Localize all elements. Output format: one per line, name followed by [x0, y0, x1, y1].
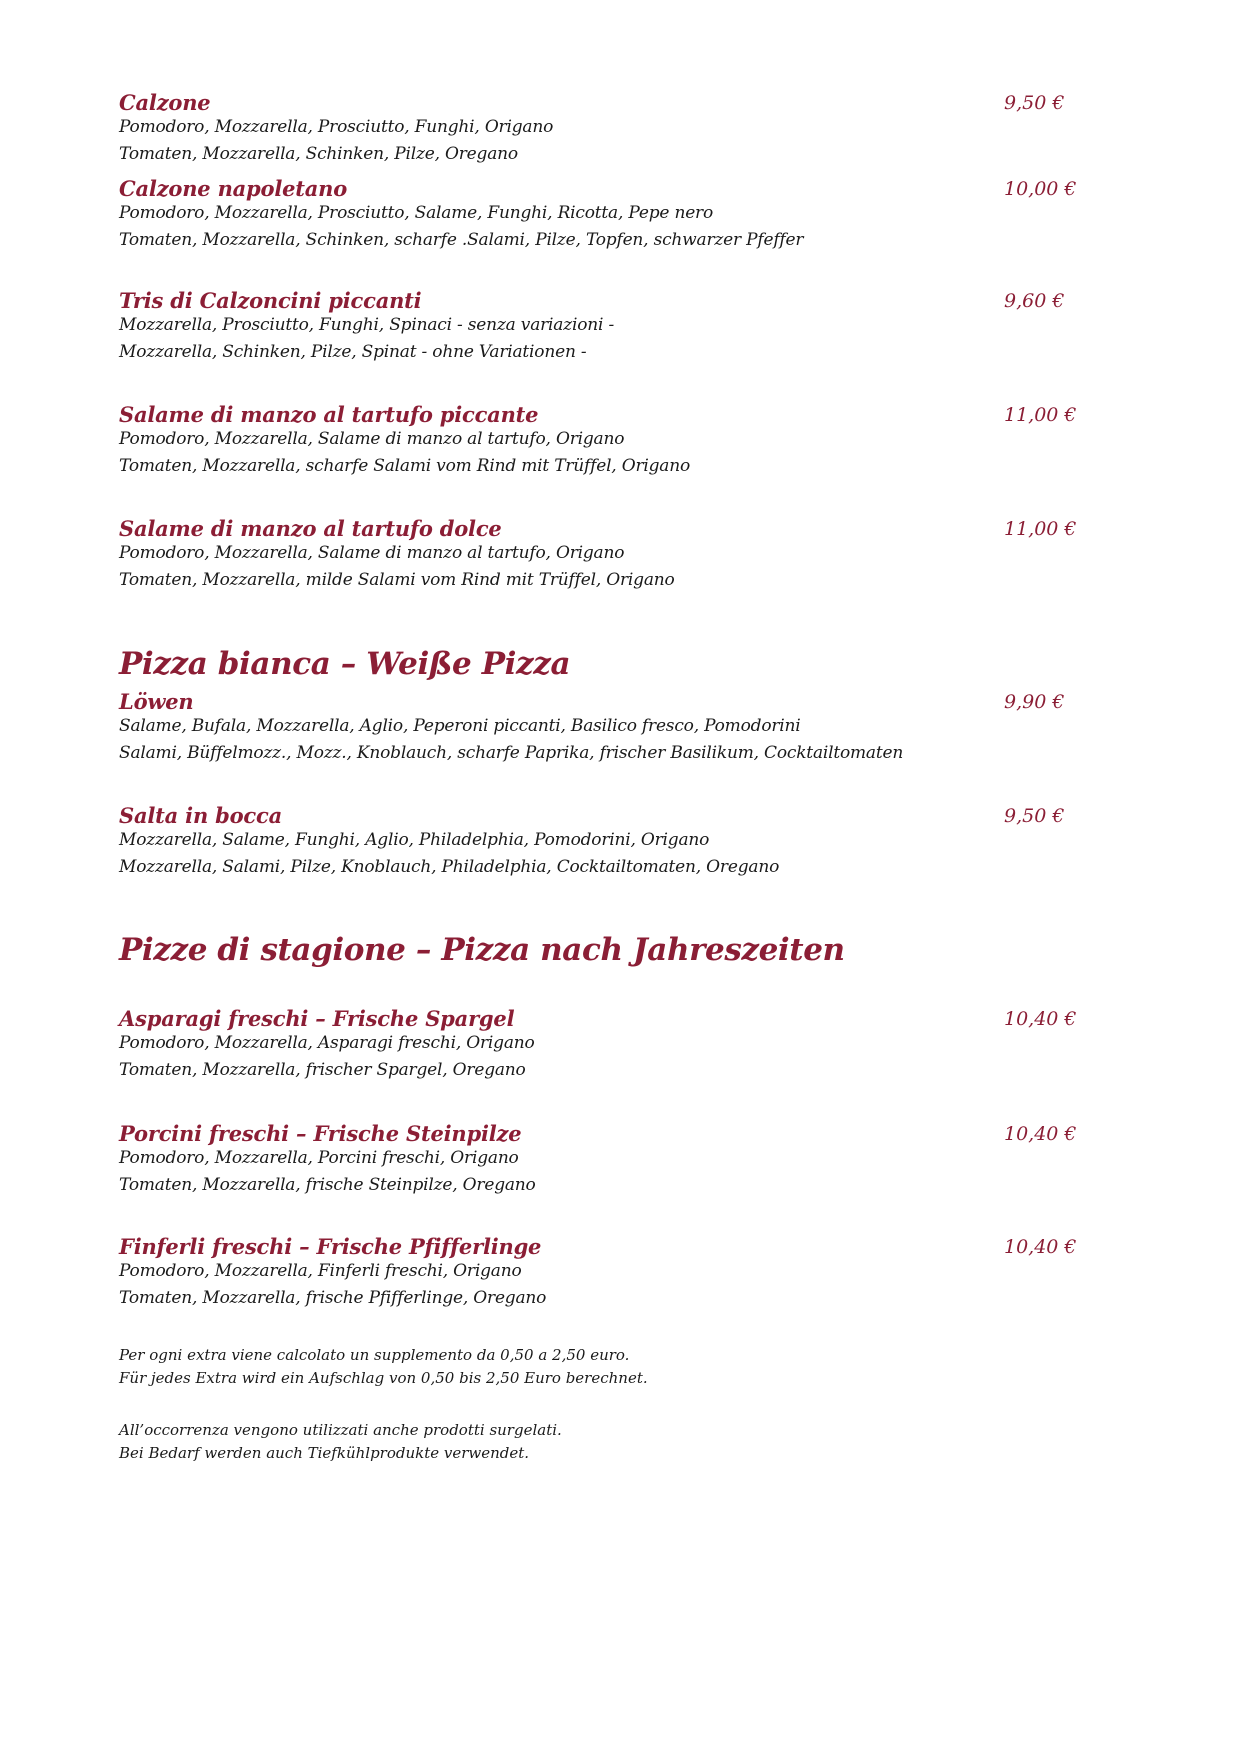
item-ingredients-de: Tomaten, Mozzarella, scharfe Salami vom Rind mit Trüffel, Origano: [119, 456, 691, 476]
item-ingredients-de: Tomaten, Mozzarella, Schinken, Pilze, Oregano: [119, 144, 518, 164]
note-frozen-products-it: All’occorrenza vengono utilizzati anche prodotti surgelati.: [119, 1421, 562, 1439]
item-ingredients-de: Tomaten, Mozzarella, frischer Spargel, Oregano: [119, 1060, 526, 1080]
note-extra-surcharge-de: Für jedes Extra wird ein Aufschlag von 0,50 bis 2,50 Euro berechnet.: [119, 1369, 648, 1387]
note-frozen-products-de: Bei Bedarf werden auch Tiefkühlprodukte verwendet.: [119, 1444, 530, 1462]
item-ingredients-de: Mozzarella, Salami, Pilze, Knoblauch, Philadelphia, Cocktailtomaten, Oregano: [119, 857, 780, 877]
item-name: Löwen: [119, 689, 194, 714]
item-ingredients-it: Pomodoro, Mozzarella, Finferli freschi, Origano: [119, 1261, 522, 1281]
item-price: 10,40 €: [1004, 1008, 1077, 1030]
item-ingredients-it: Mozzarella, Salame, Funghi, Aglio, Philadelphia, Pomodorini, Origano: [119, 830, 710, 850]
item-price: 9,50 €: [1004, 92, 1065, 114]
item-ingredients-de: Tomaten, Mozzarella, Schinken, scharfe .Salami, Pilze, Topfen, schwarzer Pfeffer: [119, 230, 804, 250]
item-name: Asparagi freschi – Frische Spargel: [119, 1006, 515, 1031]
item-ingredients-it: Pomodoro, Mozzarella, Porcini freschi, Origano: [119, 1148, 519, 1168]
item-price: 9,60 €: [1004, 290, 1065, 312]
item-name: Salame di manzo al tartufo dolce: [119, 516, 502, 541]
item-name: Salta in bocca: [119, 803, 282, 828]
item-ingredients-de: Tomaten, Mozzarella, frische Pfifferlinge, Oregano: [119, 1288, 547, 1308]
item-name: Finferli freschi – Frische Pfifferlinge: [119, 1234, 542, 1259]
item-price: 11,00 €: [1004, 404, 1077, 426]
item-price: 10,00 €: [1004, 178, 1077, 200]
item-name: Calzone napoletano: [119, 176, 348, 201]
item-name: Tris di Calzoncini piccanti: [119, 288, 422, 313]
item-ingredients-it: Pomodoro, Mozzarella, Prosciutto, Funghi, Origano: [119, 117, 554, 137]
item-ingredients-de: Tomaten, Mozzarella, milde Salami vom Rind mit Trüffel, Origano: [119, 570, 675, 590]
item-price: 9,50 €: [1004, 805, 1065, 827]
item-ingredients-it: Mozzarella, Prosciutto, Funghi, Spinaci - senza variazioni -: [119, 315, 614, 335]
note-extra-surcharge-it: Per ogni extra viene calcolato un supplemento da 0,50 a 2,50 euro.: [119, 1346, 630, 1364]
item-ingredients-it: Salame, Bufala, Mozzarella, Aglio, Peperoni piccanti, Basilico fresco, Pomodorini: [119, 716, 801, 736]
item-ingredients-it: Pomodoro, Mozzarella, Prosciutto, Salame, Funghi, Ricotta, Pepe nero: [119, 203, 714, 223]
item-price: 11,00 €: [1004, 518, 1077, 540]
item-name: Porcini freschi – Frische Steinpilze: [119, 1121, 522, 1146]
item-ingredients-de: Mozzarella, Schinken, Pilze, Spinat - ohne Variationen -: [119, 342, 587, 362]
item-name: Calzone: [119, 90, 211, 115]
item-price: 10,40 €: [1004, 1236, 1077, 1258]
item-name: Salame di manzo al tartufo piccante: [119, 402, 539, 427]
item-ingredients-it: Pomodoro, Mozzarella, Asparagi freschi, Origano: [119, 1033, 535, 1053]
item-price: 10,40 €: [1004, 1123, 1077, 1145]
item-ingredients-de: Salami, Büffelmozz., Mozz., Knoblauch, scharfe Paprika, frischer Basilikum, Cocktailtomaten: [119, 743, 904, 763]
item-price: 9,90 €: [1004, 691, 1065, 713]
item-ingredients-it: Pomodoro, Mozzarella, Salame di manzo al tartufo, Origano: [119, 429, 625, 449]
section-title-pizza-bianca: Pizza bianca – Weiße Pizza: [119, 646, 571, 682]
section-title-pizze-di-stagione: Pizze di stagione – Pizza nach Jahreszeiten: [119, 932, 845, 968]
item-ingredients-it: Pomodoro, Mozzarella, Salame di manzo al tartufo, Origano: [119, 543, 625, 563]
item-ingredients-de: Tomaten, Mozzarella, frische Steinpilze, Oregano: [119, 1175, 536, 1195]
